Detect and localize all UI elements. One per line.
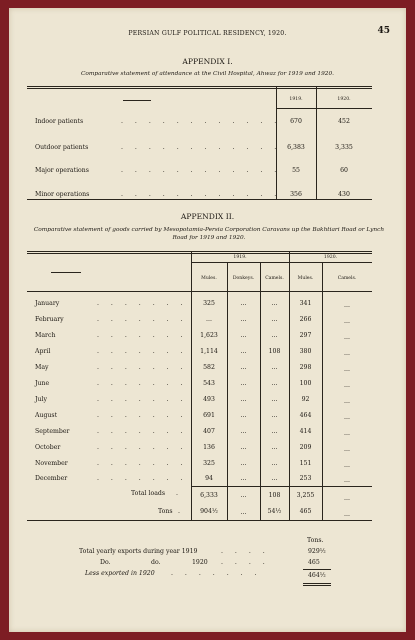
value-1919: 356 <box>290 191 302 198</box>
summary-line-2-year: 1920 <box>192 559 208 566</box>
mules-1920: 297 <box>299 332 312 339</box>
mules-1920: 341 <box>299 300 312 307</box>
mules-1920: 464 <box>299 412 312 419</box>
row-label: Major operations <box>35 167 89 174</box>
row-leader: . . . . . . . . . . . . <box>121 167 282 174</box>
row-leader: . . . . . . . <box>97 412 188 419</box>
total-donkeys-1919: ... <box>240 492 247 499</box>
month-label: July <box>35 396 47 403</box>
sub-header-donkeys-1919: Donkeys. <box>232 276 255 281</box>
row-leader: . . . . . . . <box>97 428 188 435</box>
appendix-2-caption: Comparative statement of goods carried by Mesopotamia-Persia Corporation Caravans up the Bakhtiari Road or Lynch Road for 1919 and 1920. <box>33 227 385 241</box>
tons-donkeys-1919: ... <box>240 509 247 516</box>
camels-1919: ... <box>271 300 278 307</box>
donkeys-1919: ... <box>240 428 247 435</box>
sub-header-mules-1919: Mules. <box>201 276 217 281</box>
month-label: May <box>35 364 49 371</box>
row-leader: . . . . . . . <box>97 316 188 323</box>
camels-1919: ... <box>271 332 278 339</box>
page-number: 45 <box>377 26 390 36</box>
row-leader: . . . . . . . <box>97 475 188 482</box>
row-leader: . . . . . . . <box>97 380 188 387</box>
mules-1919: 543 <box>203 380 215 387</box>
value-1920: 430 <box>338 191 350 198</box>
camels-1919: ... <box>271 364 278 371</box>
donkeys-1919: ... <box>240 348 247 355</box>
value-1919: 670 <box>290 118 302 125</box>
mules-1919: 136 <box>203 444 215 451</box>
book-page: PERSIAN GULF POLITICAL RESIDENCY, 1920. 45 APPENDIX I. Comparative statement of attendance at the Civil Hospital, Ahwaz for 1919 and 1920. 1919. 1920. Indoor patients . . . . . . . . . . . . 670 452 Outdoor patients . . . . . . . . . . . . 6,383 3,335 Major operations . . . . . . . . . . . . 55 60 Minor operations . . . . . . . . . . . . 356 430 APPENDIX II. Comparative statement of goods carried by Mesopotamia-Persia Corporation Caravans up the Bakhtiari Road or Lynch Road for 1919 and 1920. 1919. 1920. Mules. Donkeys. Camels. Mules. Camels. January . . . . . . . 325 ... ... 341 ... February . . . . . . . ... ... ... 266 ... March . . . . . . . 1,623 ... ... 297 ... April . . . . . . . 1,114 ... 108 380 ... May . . . . . . . 582 ... ... 298 ... June . . . . . . . 543 ... ... 100 ... July . . . . . . . 493 ... ... 92 ... August . . . . . . . 691 ... ... 464 ... September . . . . . . . 407 ... ... 414 ... October . . . . . . . 136 ... ... 209 ... November . . . . . . . 325 ... ... 151 ... December . . . . . . . 94 ... ... 253 ... Total loads . 6,333 ... 108 3,255 ... Tons . 904½ ... 54½ 465 ... Tons. Total yearly exports during year 1919 . . . . 929½ Do. do. 1920 . . . . 465 Less exported in 1920 . . . . . . . 464½ <box>9 8 406 632</box>
camels-1919: ... <box>271 475 278 482</box>
running-header: PERSIAN GULF POLITICAL RESIDENCY, 1920. <box>128 30 287 37</box>
row-label: Minor operations <box>35 191 90 198</box>
value-1919: 6,383 <box>287 144 305 151</box>
donkeys-1919: ... <box>240 316 247 323</box>
month-label: October <box>35 444 61 451</box>
value-1920: 60 <box>340 167 348 174</box>
mules-1919: 493 <box>203 396 215 403</box>
mules-1920: 100 <box>299 380 312 387</box>
mules-1919: 325 <box>203 300 215 307</box>
value-1920: 3,335 <box>335 144 353 151</box>
appendix-2-title: APPENDIX II. <box>180 212 235 221</box>
month-label: February <box>35 316 64 323</box>
summary-value-2: 465 <box>308 559 320 566</box>
appendix-1-caption: Comparative statement of attendance at the Civil Hospital, Ahwaz for 1919 and 1920. <box>81 71 334 77</box>
mules-1919: ... <box>206 316 212 323</box>
month-label: January <box>35 300 60 307</box>
mules-1920: 209 <box>299 444 312 451</box>
donkeys-1919: ... <box>240 475 247 482</box>
month-label: September <box>35 428 70 435</box>
mules-1919: 1,623 <box>200 332 218 339</box>
summary-line-3: Less exported in 1920 <box>85 570 155 577</box>
camels-1919: ... <box>271 444 278 451</box>
row-leader: . . . . . . . <box>97 348 188 355</box>
row-label: Outdoor patients <box>35 144 89 151</box>
camels-1920: ... <box>344 318 350 325</box>
total-mules-1919: 6,333 <box>200 492 218 499</box>
camels-1919: ... <box>271 396 278 403</box>
row-leader: . . . . . . . . . . . . <box>121 144 282 151</box>
month-label: August <box>35 412 58 419</box>
mules-1920: 414 <box>299 428 312 435</box>
camels-1920: ... <box>344 462 350 469</box>
camels-1920: ... <box>344 334 350 341</box>
appendix-1-title: APPENDIX I. <box>182 57 233 66</box>
donkeys-1919: ... <box>240 444 247 451</box>
total-loads-label: Total loads <box>131 490 166 497</box>
row-leader: . . . . . . . <box>97 364 188 371</box>
row-leader: . . . . . . . <box>97 300 188 307</box>
sub-header-mules-1920: Mules. <box>297 276 314 281</box>
camels-1919: ... <box>271 412 278 419</box>
donkeys-1919: ... <box>240 396 247 403</box>
col-header-1919: 1919. <box>289 97 303 102</box>
mules-1920: 92 <box>301 396 310 403</box>
year-1919-header: 1919. <box>233 255 247 260</box>
mules-1919: 1,114 <box>200 348 218 355</box>
summary-line-1: Total yearly exports during year 1919 <box>79 548 198 555</box>
total-camels-1919: 108 <box>268 492 281 499</box>
camels-1919: ... <box>271 316 278 323</box>
camels-1920: ... <box>344 430 350 437</box>
mules-1919: 407 <box>203 428 215 435</box>
tons-camels-1919: 54½ <box>267 508 282 515</box>
camels-1919: ... <box>271 428 278 435</box>
row-leader: . . . . . . . <box>97 444 188 451</box>
total-camels-1920: ... <box>344 495 350 502</box>
tons-camels-1920: ... <box>344 511 350 518</box>
col-header-1920: 1920. <box>337 97 351 102</box>
tons-mules-1919: 904½ <box>200 508 218 515</box>
sub-header-camels-1919: Camels. <box>265 276 284 281</box>
camels-1920: ... <box>344 398 350 405</box>
month-label: December <box>35 475 68 482</box>
month-label: April <box>35 348 51 355</box>
mules-1919: 325 <box>203 460 215 467</box>
summary-line-2-ditto: do. <box>151 559 161 566</box>
row-label: Indoor patients <box>35 118 84 125</box>
mules-1920: 380 <box>299 348 312 355</box>
month-label: June <box>35 380 50 387</box>
tons-mules-1920: 465 <box>299 508 312 515</box>
camels-1920: ... <box>344 366 350 373</box>
camels-1919: ... <box>271 380 278 387</box>
mules-1920: 298 <box>299 364 312 371</box>
month-label: November <box>35 460 68 467</box>
row-leader: . . . . . . . <box>97 332 188 339</box>
row-leader: . . . . . . . . . . . . <box>121 118 282 125</box>
mules-1920: 266 <box>299 316 312 323</box>
year-1920-header: 1920. <box>323 255 338 260</box>
summary-value-3: 464½ <box>308 572 326 579</box>
summary-value-1: 929½ <box>308 548 326 555</box>
donkeys-1919: ... <box>240 332 247 339</box>
camels-1920: ... <box>344 350 350 357</box>
camels-1920: ... <box>344 414 350 421</box>
donkeys-1919: ... <box>240 412 247 419</box>
camels-1920: ... <box>344 382 350 389</box>
value-1919: 55 <box>292 167 300 174</box>
camels-1919: 108 <box>268 348 281 355</box>
mules-1920: 151 <box>299 460 312 467</box>
sub-header-camels-1920: Camels. <box>337 276 357 281</box>
donkeys-1919: ... <box>240 364 247 371</box>
mules-1920: 253 <box>299 475 312 482</box>
mules-1919: 582 <box>203 364 215 371</box>
row-leader: . . . . . . . . . . . . <box>121 191 282 198</box>
row-leader: . . . . . . . <box>97 396 188 403</box>
value-1920: 452 <box>338 118 350 125</box>
donkeys-1919: ... <box>240 380 247 387</box>
tons-label: Tons <box>158 508 173 515</box>
camels-1920: ... <box>344 477 350 484</box>
mules-1919: 94 <box>205 475 213 482</box>
row-leader: . . . . . . . <box>97 460 188 467</box>
donkeys-1919: ... <box>240 460 247 467</box>
summary-tons-label: Tons. <box>307 537 324 544</box>
summary-line-2-do: Do. <box>100 559 111 566</box>
total-mules-1920: 3,255 <box>296 492 315 499</box>
camels-1920: ... <box>344 446 350 453</box>
camels-1920: ... <box>344 302 350 309</box>
donkeys-1919: ... <box>240 300 247 307</box>
mules-1919: 691 <box>203 412 215 419</box>
month-label: March <box>35 332 56 339</box>
camels-1919: ... <box>271 460 278 467</box>
